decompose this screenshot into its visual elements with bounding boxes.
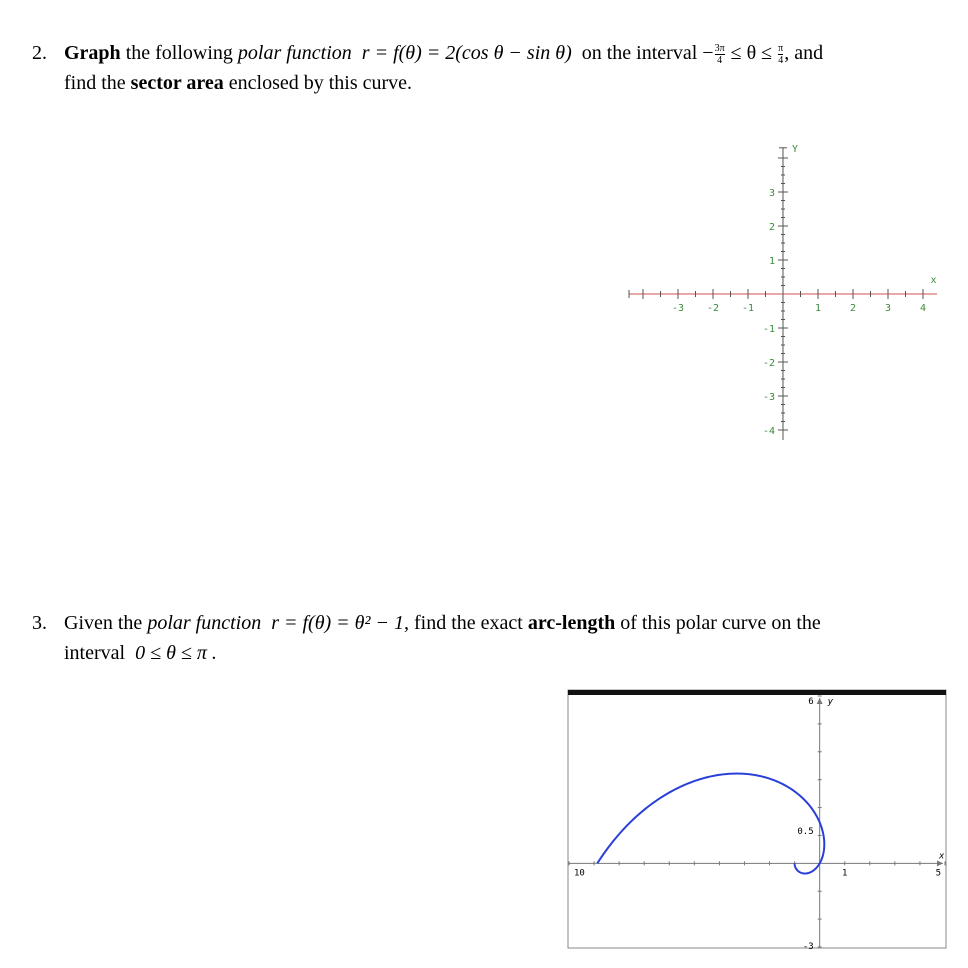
y-tick-label: -4 xyxy=(762,426,775,437)
x-axis-label: x xyxy=(930,275,937,286)
problem-number: 2. xyxy=(32,42,47,64)
frac-num: 3π xyxy=(714,42,725,54)
interval-middle: ≤ θ ≤ xyxy=(730,42,773,64)
problem-number: 3. xyxy=(32,612,47,634)
polar-function-phrase: polar function xyxy=(147,612,262,634)
frac-num: π xyxy=(778,42,784,54)
frac-den: 4 xyxy=(715,54,725,66)
y-axis-label: Y xyxy=(791,143,799,155)
text-find-the: find the xyxy=(64,72,126,94)
text-enclosed: enclosed by this curve. xyxy=(228,72,413,94)
x-tick-label: 4 xyxy=(919,303,927,314)
problem-3-line-1 xyxy=(64,608,821,638)
y-axis-label: y xyxy=(827,697,834,707)
problem-2-text xyxy=(64,38,823,98)
equation: r = f(θ) = 2(cos θ − sin θ) xyxy=(361,42,572,64)
x-tick-label-min: 10 xyxy=(574,868,585,879)
interval-expression: 0 ≤ θ ≤ π . xyxy=(135,642,217,664)
interval-left: − xyxy=(702,42,714,64)
y-tick-label: -1 xyxy=(762,324,775,335)
x-tick-label: 3 xyxy=(884,303,892,314)
fraction-3pi-over-4 xyxy=(715,43,725,66)
graph-frame xyxy=(568,690,946,948)
text-given-the: Given the xyxy=(64,612,143,634)
problem-3-text xyxy=(64,608,821,668)
equation: r = f(θ) = θ² − 1, xyxy=(271,612,409,634)
graph-group xyxy=(568,690,946,950)
x-tick-label: -3 xyxy=(671,303,685,314)
graph-word: Graph xyxy=(64,42,121,64)
text-on-the-interval: on the interval xyxy=(581,42,698,64)
y-tick-label: 2 xyxy=(768,222,775,233)
x-tick-label: 2 xyxy=(849,303,857,314)
text-interval: interval xyxy=(64,642,126,664)
polar-function-phrase: polar function xyxy=(237,42,352,64)
x-tick-label: 1 xyxy=(814,303,822,314)
problem-2-line-1 xyxy=(64,38,823,68)
x-axis-label: x xyxy=(939,851,945,862)
y-tick-label: 1 xyxy=(768,256,775,267)
and-word: , and xyxy=(784,42,824,64)
blank-polar-axes xyxy=(620,140,950,440)
x-tick-label: -1 xyxy=(741,303,755,314)
y-tick-label-min: -3 xyxy=(802,942,814,950)
y-tick-label: 0.5 xyxy=(797,826,814,837)
frac-den: 4 xyxy=(778,54,784,66)
axes-group xyxy=(629,144,937,440)
y-tick-label: -2 xyxy=(762,358,775,369)
fraction-pi-over-4 xyxy=(778,43,783,66)
text-the-following: the following xyxy=(125,42,233,64)
arc-length: arc-length xyxy=(527,612,616,634)
x-tick-label: 1 xyxy=(842,868,848,879)
problem-3-line-2 xyxy=(64,638,821,668)
x-tick-label: -2 xyxy=(706,303,720,314)
y-tick-label: -3 xyxy=(762,392,775,403)
y-tick-label-max: 6 xyxy=(808,697,814,707)
polar-curve-graph xyxy=(564,686,948,950)
graph-top-bar xyxy=(568,690,946,695)
sector-area: sector area xyxy=(130,72,224,94)
x-tick-label-max: 5 xyxy=(935,868,941,879)
text-of-curve: of this polar curve on the xyxy=(620,612,821,634)
problem-2-line-2 xyxy=(64,68,823,98)
text-find-exact: find the exact xyxy=(414,612,523,634)
y-tick-label: 3 xyxy=(768,188,775,199)
